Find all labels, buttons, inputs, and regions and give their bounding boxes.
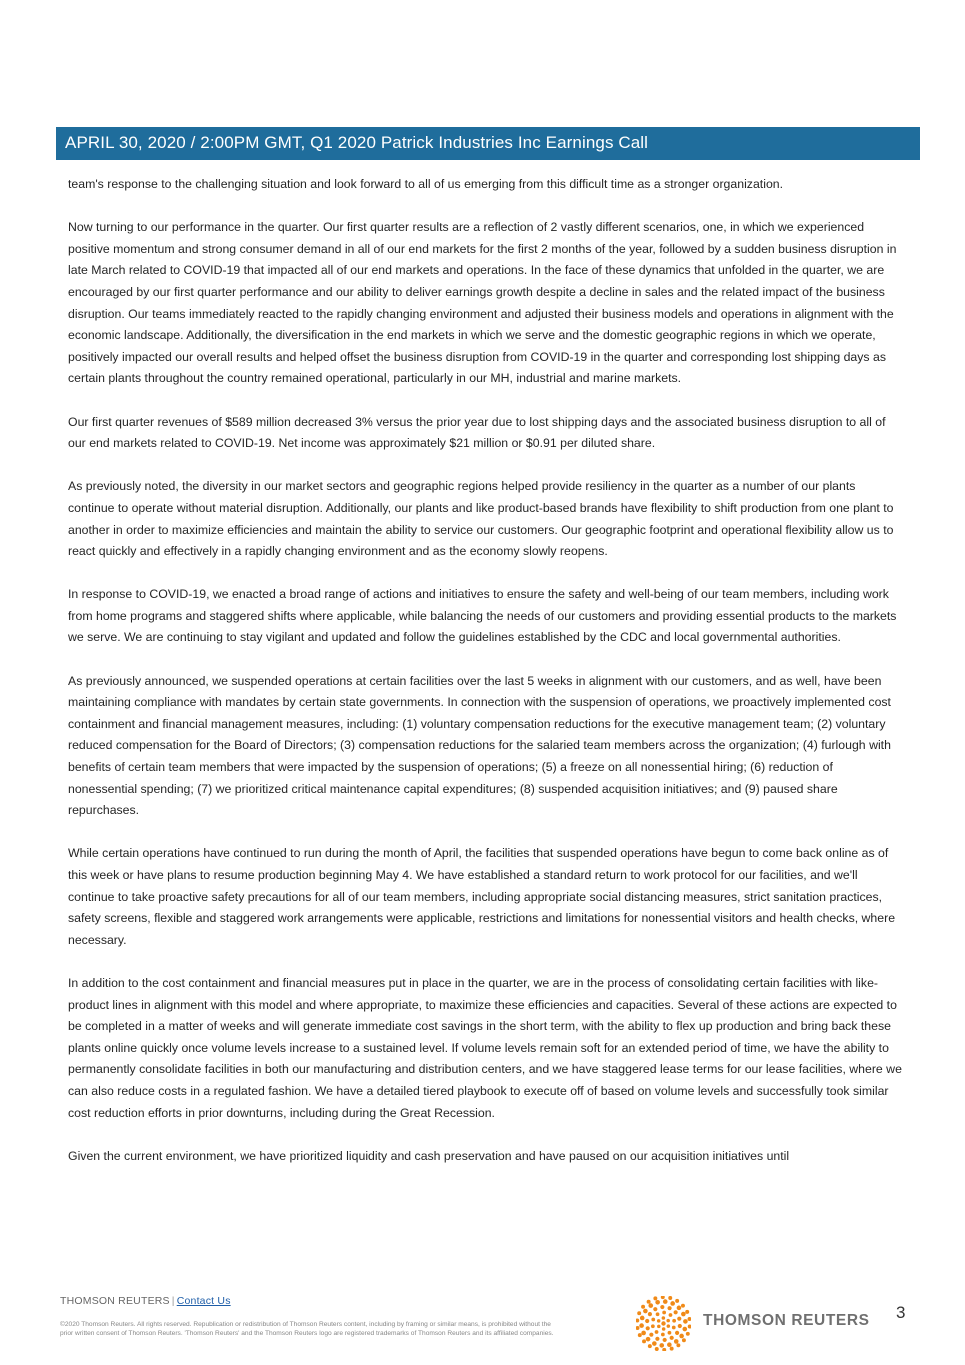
logo-dot [688,1317,691,1321]
logo-wordmark: THOMSON REUTERS [703,1312,870,1329]
paragraph: As previously announced, we suspended operations at certain facilities over the last 5 weeks in alignment with our customers, and as well, have been maintaining compliance with mandates by certain state governments. In connection with the suspension of operations, we proactively implemented cost containment and financial management measures, including: (1) voluntary compensation reductions for the executive management team; (2) voluntary reduced compensation for the Board of Directors; (3) compensation reductions for the salaried team members across the organization; (4) furlough with benefits of certain team members that were impacted by the suspension of operations; (5) a freeze on all nonessential hiring; (6) reduction of nonessential spending; (7) we prioritized critical maintenance capital expenditures; (8) suspended acquisition initiatives; and (9) paused share repurchases. [68,673,891,818]
logo-dot [663,1299,668,1304]
logo-dot [655,1337,659,1341]
logo-dot [682,1338,686,1342]
transcript-body [68,174,904,1189]
logo-dot [648,1344,652,1348]
logo-dot [648,1303,653,1308]
thomson-reuters-logo-icon [636,1296,691,1351]
logo-dot [647,1300,651,1304]
logo-dot [677,1306,682,1311]
logo-dot [668,1331,672,1335]
footer-separator: | [171,1295,175,1307]
logo-dot [672,1319,676,1323]
logo-dot [661,1296,665,1299]
logo-dot [652,1341,657,1346]
logo-dot [636,1318,639,1322]
legal-notice: ©2020 Thomson Reuters. All rights reserved. Republication or redistribution of Thomson Reuters content, including by framing or similar means, is prohibited without the prior written consent of Thomson Reuters. 'Thomson Reuters' and the Thomson Reuters logo are registered trademarks of Thomson Reuters and its affiliated companies. [60,1321,554,1337]
logo-dot [676,1343,680,1347]
logo-dot [672,1326,676,1330]
paragraph: While certain operations have continued to run during the month of April, the facilities that suspended operations have begun to come back online as of this week or have plans to resume production beginning May 4. We have established a standard return to work protocol for our facilities, and we'll continue to take proactive safety precautions for all of our team members, including appropriate social distancing measures, strict sanitation practices, safety screens, flexible and staggered work arrangements were applicable, restrictions and limitations for nonessential visitors and health checks, where necessary. [68,846,896,947]
logo-dot [662,1327,666,1331]
logo-dot [646,1337,651,1342]
logo-dot [645,1319,649,1323]
logo-dot [639,1323,644,1328]
logo-dot [683,1319,688,1324]
logo-dot [646,1326,650,1330]
logo-dot [640,1316,645,1321]
logo-dot [662,1311,666,1315]
footer-brand-name: THOMSON REUTERS [60,1295,170,1307]
logo-dot [667,1324,671,1328]
paragraph: In response to COVID-19, we enacted a broad range of actions and initiatives to ensure the safety and well-being of our team members, including work from home programs and staggered shifts where applicable, while balancing the needs of our customers and providing essential products to the markets we serve. We are continuing to stay vigilant and updated and follow the guidelines established by the CDC and local governmental authorities. [68,587,897,645]
logo-dot [663,1338,667,1342]
contact-us-link[interactable]: Contact Us [176,1295,231,1307]
logo-dot [659,1343,664,1348]
paragraph: Now turning to our performance in the quarter. Our first quarter results are a reflection of 2 vastly different scenarios, one, in which we experienced positive momentum and strong consumer demand in all of our end markets for the first 2 months of the year, followed by a sudden business disruption in late March related to COVID-19 that impacted all of our end markets and operations. In the face of these dynamics that unfolded in the quarter, we are encouraged by our first quarter performance and our ability to deliver earnings growth despite a decline in sales and the related impact of the business disruption. Our teams immediately reacted to the rapidly changing environment and adjusted their business models and operations in alignment with the economic landscape. Additionally, the diversification in the end markets in which we serve and the domestic geographic regions in which we operate, positively impacted our overall results and helped offset the business disruption from COVID-19 in the quarter and corresponding lost shipping days as certain plants throughout the country remained operational, particularly in our MH, industrial and marine markets. [68,220,897,386]
logo-dot [653,1307,657,1311]
logo-dot [675,1331,679,1335]
logo-dot [642,1339,646,1343]
logo-dot [674,1310,678,1314]
logo-dot [656,1312,660,1316]
logo-dot [655,1300,660,1305]
logo-dot [662,1316,666,1320]
page-number: 3 [896,1303,906,1322]
logo-dot [648,1312,652,1316]
logo-dot [641,1331,646,1336]
logo-dot [636,1326,639,1330]
logo-dot [688,1325,691,1329]
paragraph: Given the current environment, we have prioritized liquidity and cash preservation and have paused on our acquisition initiatives until [68,1148,790,1163]
logo-dot [670,1347,674,1351]
logo-dot [662,1348,666,1351]
logo-dot [678,1324,682,1328]
logo-dot [637,1311,641,1315]
logo-dot [669,1313,673,1317]
logo-dot [666,1319,670,1323]
logo-dot [679,1334,684,1339]
logo-dot [661,1321,665,1325]
logo-dot [653,1296,657,1300]
logo-dot [651,1324,655,1328]
logo-dot [660,1305,664,1309]
logo-dot [682,1327,687,1332]
logo-dot [657,1325,661,1329]
paragraph: Our first quarter revenues of $589 million decreased 3% versus the prior year due to lost shipping days and the associated business disruption to all of our end markets related to COVID-19. Net income was approximately $21 million or $0.91 per diluted share. [68,414,886,451]
logo-dot [661,1333,665,1337]
logo-dot [655,1330,659,1334]
paragraph: team's response to the challenging situation and look forward to all of us emerging from this difficult time as a stronger organization. [68,177,784,191]
logo-dot [667,1342,672,1347]
logo-dot [651,1318,655,1322]
logo-dot [686,1332,690,1336]
logo-dot [655,1347,659,1351]
logo-dot [657,1319,661,1323]
logo-dot [677,1317,681,1321]
logo-dot [667,1306,671,1310]
logo-dot [643,1309,648,1314]
header-title: APRIL 30, 2020 / 2:00PM GMT, Q1 2020 Patrick Industries Inc Earnings Call [65,133,649,152]
logo-dot [638,1333,642,1337]
logo-dot [649,1333,653,1337]
logo-dot [670,1301,675,1306]
footer-brand [60,1295,231,1307]
logo-dot [674,1339,679,1344]
paragraph: As previously noted, the diversity in our market sectors and geographic regions helped provide resiliency in the quarter as a number of our plants continue to operate without material disruption. Additionally, our plants and like product-based brands have flexibility to shift production from one plant to another in order to maximize efficiencies and maintain the ability to service our customers. Our geographic footprint and operational flexibility allow us to react quickly and effectively in a rapidly changing environment and as the economy slowly reopens. [68,479,894,559]
logo-dot [668,1296,672,1300]
logo-dot [685,1310,689,1314]
logo-dot [681,1304,685,1308]
transcript-header [56,127,920,160]
paragraph: In addition to the cost containment and financial measures put in place in the quarter, we are in the process of consolidating certain facilities with like-product lines in alignment with this model and where appropriate, to maximize these efficiencies and capacities. Several of these actions are expected to be completed in a matter of weeks and will generate immediate cost savings in the short term, with the ability to flex up production and bring back these plants online quickly once volume levels increase to a sustained level. If volume levels remain soft for an extended period of time, we have the ability to permanently consolidate facilities in both our manufacturing and distribution centers, and we have staggered lease terms for our lease facilities, where we can also reduce costs in a regulated fashion. We have a detailed tiered playbook to execute off of based on volume levels and successfully took similar cost reduction efforts in prior downturns, including during the Great Recession. [68,975,902,1120]
logo-dot [641,1305,645,1309]
logo-dot [670,1336,674,1340]
logo-dot [681,1312,686,1317]
logo-dot [675,1299,679,1303]
